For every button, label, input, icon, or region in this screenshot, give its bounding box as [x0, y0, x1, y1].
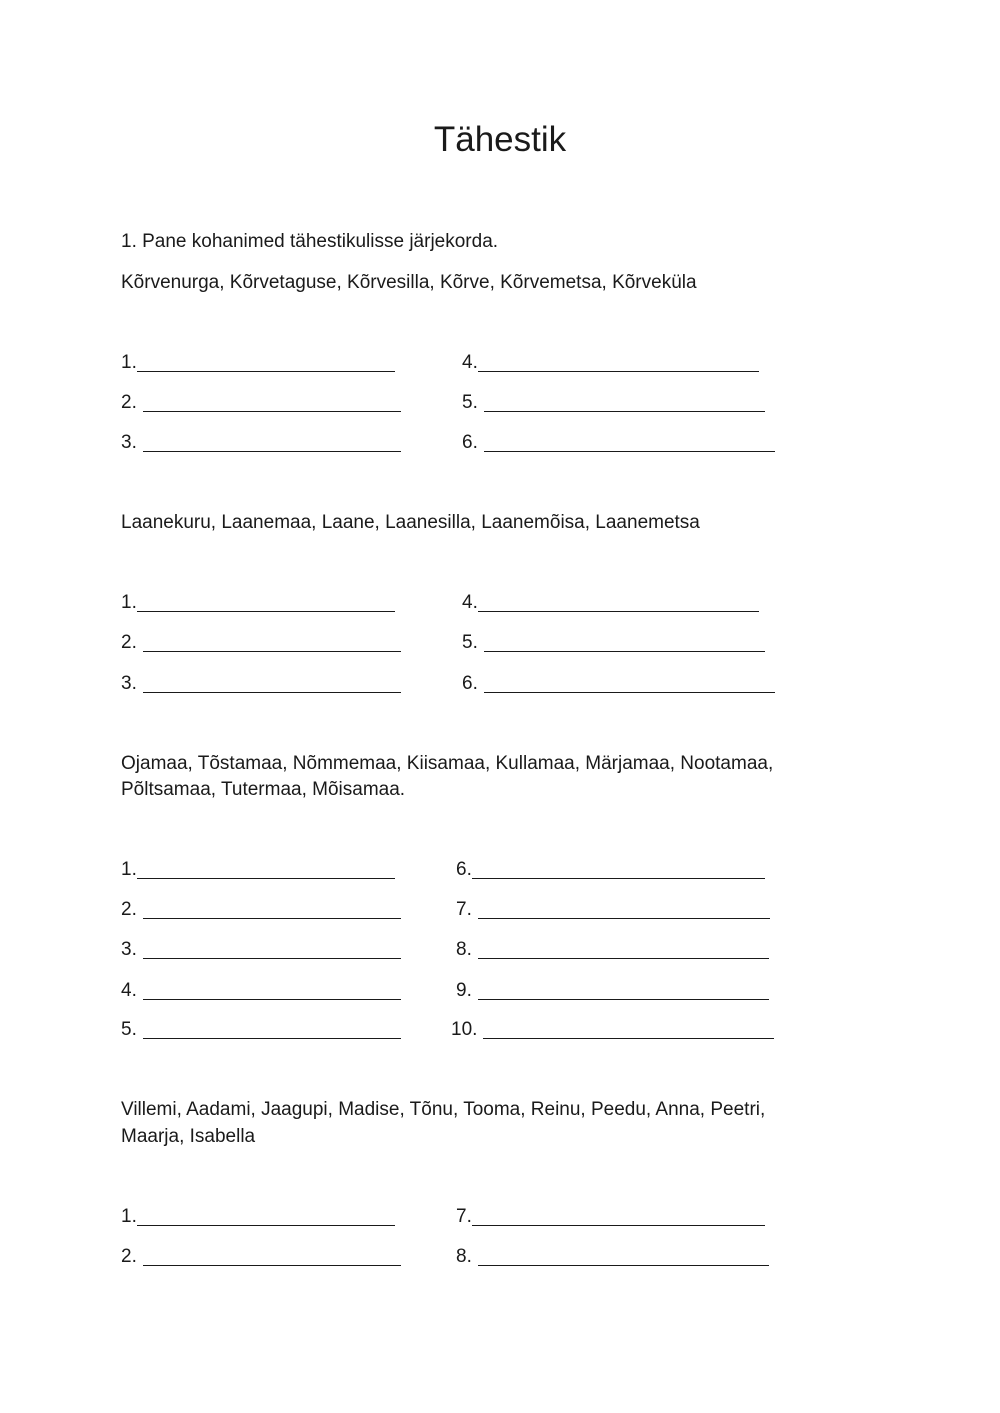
answer-blank[interactable]: [484, 631, 765, 652]
answer-number: 1.: [121, 859, 137, 880]
answer-row: [121, 979, 401, 1003]
answer-blank[interactable]: [143, 1245, 401, 1266]
answer-blank[interactable]: [484, 672, 775, 693]
answer-number: 7.: [456, 1206, 472, 1227]
answer-row: [121, 1245, 401, 1269]
answer-blank[interactable]: [472, 1205, 765, 1226]
answer-blank[interactable]: [143, 431, 401, 452]
answer-row: [456, 858, 765, 882]
answer-blank[interactable]: [137, 591, 395, 612]
answer-row: [462, 391, 765, 415]
answer-blank[interactable]: [143, 391, 401, 412]
answer-row: [121, 1205, 395, 1229]
answer-row: [121, 391, 401, 415]
answer-blank[interactable]: [143, 979, 401, 1000]
answer-row: [462, 431, 775, 455]
answer-blank[interactable]: [484, 391, 765, 412]
answer-row: [121, 938, 401, 962]
answer-blank[interactable]: [472, 858, 765, 879]
answer-number: 2.: [121, 632, 137, 653]
task-instruction: 1. Pane kohanimed tähestikulisse järjekorda.: [121, 231, 499, 252]
answer-row: [462, 351, 759, 375]
answer-blank[interactable]: [143, 672, 401, 693]
answer-number: 5.: [462, 392, 478, 413]
word-list-1: Kõrvenurga, Kõrvetaguse, Kõrvesilla, Kõrve, Kõrvemetsa, Kõrveküla: [121, 272, 697, 293]
answer-blank[interactable]: [478, 979, 769, 1000]
answer-blank[interactable]: [137, 858, 395, 879]
answer-number: 3.: [121, 673, 137, 694]
answer-number: 2.: [121, 899, 137, 920]
answer-number: 2.: [121, 392, 137, 413]
answer-row: [456, 938, 769, 962]
word-list-4-line-1: Villemi, Aadami, Jaagupi, Madise, Tõnu, Tooma, Reinu, Peedu, Anna, Peetri,: [121, 1099, 766, 1120]
answer-number: 6.: [456, 859, 472, 880]
answer-number: 8.: [456, 1246, 472, 1267]
answer-row: [456, 898, 770, 922]
answer-row: [456, 979, 769, 1003]
answer-number: 3.: [121, 432, 137, 453]
answer-number: 6.: [462, 432, 478, 453]
word-list-4-line-2: Maarja, Isabella: [121, 1126, 256, 1147]
answer-row: [456, 1205, 765, 1229]
answer-row: [456, 1245, 769, 1269]
answer-blank[interactable]: [137, 1205, 395, 1226]
answer-blank[interactable]: [478, 898, 770, 919]
answer-number: 4.: [462, 592, 478, 613]
answer-blank[interactable]: [143, 631, 401, 652]
answer-number: 2.: [121, 1246, 137, 1267]
word-list-3-line-2: Põltsamaa, Tutermaa, Mõisamaa.: [121, 779, 406, 800]
answer-number: 6.: [462, 673, 478, 694]
answer-blank[interactable]: [143, 898, 401, 919]
answer-row: [121, 431, 401, 455]
answer-blank[interactable]: [478, 1245, 769, 1266]
answer-number: 1.: [121, 352, 137, 373]
answer-row: [121, 351, 395, 375]
answer-number: 8.: [456, 939, 472, 960]
answer-row: [451, 1018, 774, 1042]
answer-number: 10.: [451, 1019, 478, 1040]
answer-blank[interactable]: [137, 351, 395, 372]
answer-number: 4.: [121, 980, 137, 1001]
answer-number: 5.: [121, 1019, 137, 1040]
answer-number: 1.: [121, 592, 137, 613]
answer-row: [121, 591, 395, 615]
word-list-2: Laanekuru, Laanemaa, Laane, Laanesilla, Laanemõisa, Laanemetsa: [121, 512, 700, 533]
answer-number: 3.: [121, 939, 137, 960]
answer-row: [121, 858, 395, 882]
answer-row: [121, 672, 401, 696]
worksheet-title: Tähestik: [433, 120, 567, 159]
answer-blank[interactable]: [143, 938, 401, 959]
answer-blank[interactable]: [143, 1018, 401, 1039]
answer-number: 5.: [462, 632, 478, 653]
word-list-3-line-1: Ojamaa, Tõstamaa, Nõmmemaa, Kiisamaa, Kullamaa, Märjamaa, Nootamaa,: [121, 753, 774, 774]
answer-number: 4.: [462, 352, 478, 373]
answer-number: 9.: [456, 980, 472, 1001]
answer-row: [462, 672, 775, 696]
answer-blank[interactable]: [483, 1018, 774, 1039]
answer-row: [121, 631, 401, 655]
answer-blank[interactable]: [478, 591, 759, 612]
answer-blank[interactable]: [478, 351, 759, 372]
answer-number: 1.: [121, 1206, 137, 1227]
answer-blank[interactable]: [484, 431, 775, 452]
answer-row: [121, 898, 401, 922]
answer-row: [462, 591, 759, 615]
answer-number: 7.: [456, 899, 472, 920]
answer-row: [121, 1018, 401, 1042]
answer-blank[interactable]: [478, 938, 769, 959]
answer-row: [462, 631, 765, 655]
